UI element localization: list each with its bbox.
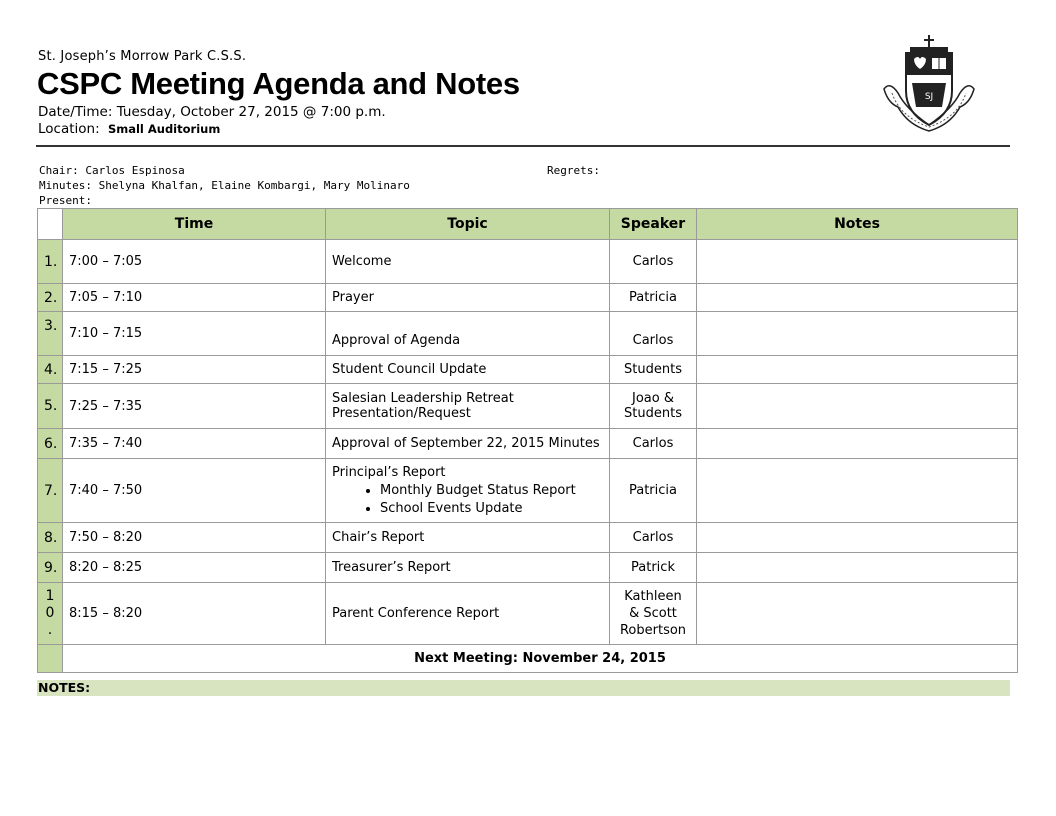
row-number: 8. [38, 523, 63, 553]
row-speaker: Carlos [610, 523, 697, 553]
table-row [38, 523, 1018, 553]
row-time: 7:10 – 7:15 [63, 312, 326, 356]
header-topic: Topic [326, 209, 610, 240]
chair-value: Carlos Espinosa [85, 164, 185, 177]
row-number: 4. [38, 356, 63, 384]
row-time: 7:00 – 7:05 [63, 240, 326, 284]
header-number-cell [38, 209, 63, 240]
row-topic: Parent Conference Report [326, 583, 610, 645]
minutes-line [39, 179, 410, 192]
table-row [38, 384, 1018, 429]
row-time: 7:40 – 7:50 [63, 459, 326, 523]
row-number: 7. [38, 459, 63, 523]
row-notes[interactable] [697, 384, 1018, 429]
row-number: 1. [38, 240, 63, 284]
row-speaker-line: Joao & [632, 391, 674, 406]
subitem-list [332, 482, 603, 518]
row-speaker: Carlos [610, 312, 697, 356]
row-speaker-line: Students [624, 406, 682, 421]
chair-line [39, 164, 185, 177]
present-label: Present: [39, 194, 92, 207]
row-number [38, 645, 63, 673]
table-row [38, 583, 1018, 645]
location-value: Small Auditorium [107, 122, 221, 136]
minutes-value: Shelyna Khalfan, Elaine Kombargi, Mary Molinaro [98, 179, 410, 192]
header-time: Time [63, 209, 326, 240]
row-speaker [610, 384, 697, 429]
header-notes: Notes [697, 209, 1018, 240]
list-item: • Monthly Budget Status Report [380, 482, 603, 500]
row-speaker: Students [610, 356, 697, 384]
next-meeting: Next Meeting: November 24, 2015 [63, 645, 1018, 673]
school-name: St. Joseph’s Morrow Park C.S.S. [38, 49, 247, 64]
row-number: 6. [38, 429, 63, 459]
row-topic: Chair’s Report [326, 523, 610, 553]
row-notes[interactable] [697, 240, 1018, 284]
school-crest-icon [880, 33, 978, 133]
row-topic-title: Principal’s Report [332, 465, 446, 480]
table-row [38, 284, 1018, 312]
datetime-line [38, 104, 386, 120]
next-meeting-row [38, 645, 1018, 673]
row-speaker: Patricia [610, 284, 697, 312]
row-time: 7:50 – 8:20 [63, 523, 326, 553]
minutes-label: Minutes: [39, 179, 92, 192]
datetime-label: Date/Time: [38, 104, 113, 120]
row-number [38, 583, 63, 645]
row-number: 9. [38, 553, 63, 583]
list-item: • School Events Update [380, 500, 603, 518]
row-number: 3. [38, 312, 63, 356]
chair-label: Chair: [39, 164, 79, 177]
notes-label: NOTES: [37, 680, 1010, 696]
table-header-row [38, 209, 1018, 240]
row-number: 2. [38, 284, 63, 312]
row-time: 7:25 – 7:35 [63, 384, 326, 429]
header-divider [36, 145, 1010, 147]
row-topic: Student Council Update [326, 356, 610, 384]
table-row [38, 429, 1018, 459]
row-speaker-line: Kathleen [624, 589, 682, 604]
page-title: CSPC Meeting Agenda and Notes [37, 66, 520, 101]
row-notes[interactable] [697, 356, 1018, 384]
table-row [38, 240, 1018, 284]
agenda-table [37, 208, 1018, 673]
header-speaker: Speaker [610, 209, 697, 240]
table-row [38, 356, 1018, 384]
table-row [38, 459, 1018, 523]
row-speaker: Patricia [610, 459, 697, 523]
row-topic: Prayer [326, 284, 610, 312]
location-line [38, 121, 220, 137]
row-notes[interactable] [697, 429, 1018, 459]
row-notes[interactable] [697, 312, 1018, 356]
row-topic [326, 384, 610, 429]
row-speaker-line: & Scott [629, 606, 677, 621]
table-row [38, 553, 1018, 583]
row-notes[interactable] [697, 459, 1018, 523]
row-topic: Approval of Agenda [326, 312, 610, 356]
row-speaker-line: Robertson [619, 623, 687, 638]
row-topic: Welcome [326, 240, 610, 284]
table-row [38, 312, 1018, 356]
row-topic-line: Salesian Leadership Retreat [332, 391, 514, 406]
row-number-line: 0 [45, 605, 55, 621]
row-topic: Treasurer’s Report [326, 553, 610, 583]
row-speaker [610, 583, 697, 645]
row-topic-line: Presentation/Request [332, 406, 471, 421]
row-speaker: Carlos [610, 240, 697, 284]
svg-text:SJ: SJ [924, 92, 934, 102]
row-topic [326, 459, 610, 523]
regrets-label: Regrets: [547, 164, 600, 177]
row-number-line: . [47, 622, 53, 638]
row-speaker: Carlos [610, 429, 697, 459]
row-time: 7:05 – 7:10 [63, 284, 326, 312]
row-time: 7:35 – 7:40 [63, 429, 326, 459]
row-time: 7:15 – 7:25 [63, 356, 326, 384]
row-time: 8:15 – 8:20 [63, 583, 326, 645]
row-notes[interactable] [697, 583, 1018, 645]
row-number: 5. [38, 384, 63, 429]
location-label: Location: [38, 121, 100, 137]
row-notes[interactable] [697, 284, 1018, 312]
row-notes[interactable] [697, 523, 1018, 553]
row-time: 8:20 – 8:25 [63, 553, 326, 583]
row-topic: Approval of September 22, 2015 Minutes [326, 429, 610, 459]
row-notes[interactable] [697, 553, 1018, 583]
row-number-line: 1 [45, 588, 55, 604]
row-speaker: Patrick [610, 553, 697, 583]
datetime-value: Tuesday, October 27, 2015 @ 7:00 p.m. [116, 104, 386, 120]
